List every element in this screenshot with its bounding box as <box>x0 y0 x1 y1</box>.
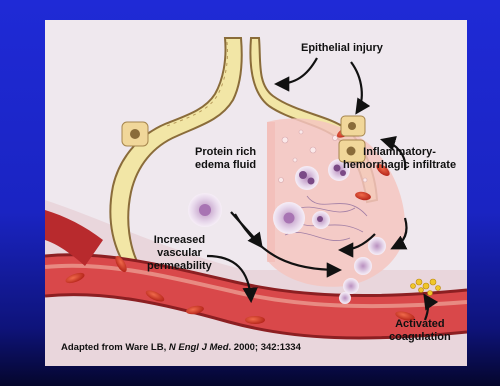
inflammatory-line1: Inflammatory- <box>363 146 436 158</box>
illustration-panel <box>45 20 467 366</box>
protein-edema-label <box>195 146 256 172</box>
citation <box>61 342 301 353</box>
inflammatory-line2: hemorrhagic infiltrate <box>343 159 457 171</box>
vascular-permeability-label <box>147 234 212 273</box>
inflammatory-infiltrate-label <box>343 146 456 172</box>
protein-edema-line1: Protein rich <box>195 146 257 158</box>
citation-prefix: Adapted from Ware LB, <box>61 342 169 353</box>
citation-journal: N Engl J Med <box>168 342 229 353</box>
citation-suffix: . 2000; 342:1334 <box>228 342 301 353</box>
vascular-line2: vascular <box>157 247 202 259</box>
coagulation-line1: Activated <box>395 318 445 330</box>
vascular-line3: permeability <box>147 260 212 272</box>
protein-edema-line2: edema fluid <box>195 159 257 171</box>
vascular-line1: Increased <box>153 234 206 246</box>
alveolus-illustration <box>45 20 467 366</box>
activated-coagulation-label <box>389 318 451 344</box>
epithelial-injury-label: Epithelial injury <box>301 42 383 54</box>
coagulation-line2: coagulation <box>389 331 451 343</box>
